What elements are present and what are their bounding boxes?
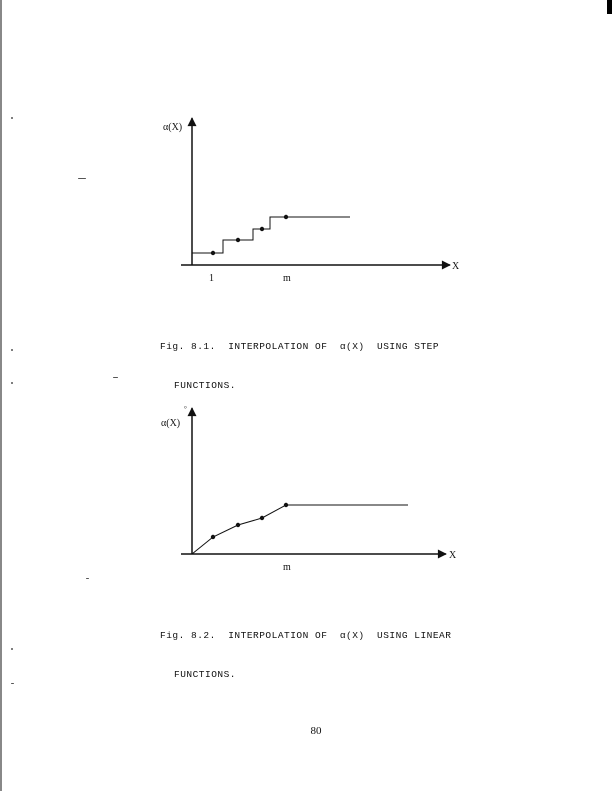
linear-function-curve xyxy=(192,505,408,554)
node-point xyxy=(236,238,240,242)
node-point xyxy=(211,535,215,539)
node-point xyxy=(260,516,264,520)
superscript-mark: ° xyxy=(184,405,187,413)
node-point xyxy=(211,251,215,255)
caption-line: FUNCTIONS. xyxy=(174,669,237,680)
x-tick-label-m: m xyxy=(283,562,291,573)
figure-8-2-caption xyxy=(160,603,451,707)
x-tick-label-1: 1 xyxy=(209,273,214,284)
figure-8-1-caption xyxy=(160,314,439,418)
node-point xyxy=(284,215,288,219)
node-point xyxy=(260,227,264,231)
node-point xyxy=(236,523,240,527)
x-tick-label-m: m xyxy=(283,273,291,284)
y-axis-label: α(X) xyxy=(163,122,183,133)
linear-nodes xyxy=(211,503,288,539)
x-axis-label: X xyxy=(452,261,460,272)
node-point xyxy=(284,503,288,507)
y-axis-label: α(X) xyxy=(161,418,181,429)
step-nodes xyxy=(211,215,288,255)
figure-8-1-axes xyxy=(181,118,450,265)
page-number: 80 xyxy=(310,725,322,737)
caption-line: Fig. 8.2. INTERPOLATION OF α(X) USING LINEAR xyxy=(160,630,452,641)
figure-8-2-axes xyxy=(181,408,446,554)
step-function-curve xyxy=(192,217,350,253)
caption-line: FUNCTIONS. xyxy=(174,380,237,391)
x-axis-label: X xyxy=(449,550,457,561)
caption-line: Fig. 8.1. INTERPOLATION OF α(X) USING STEP xyxy=(160,341,440,352)
